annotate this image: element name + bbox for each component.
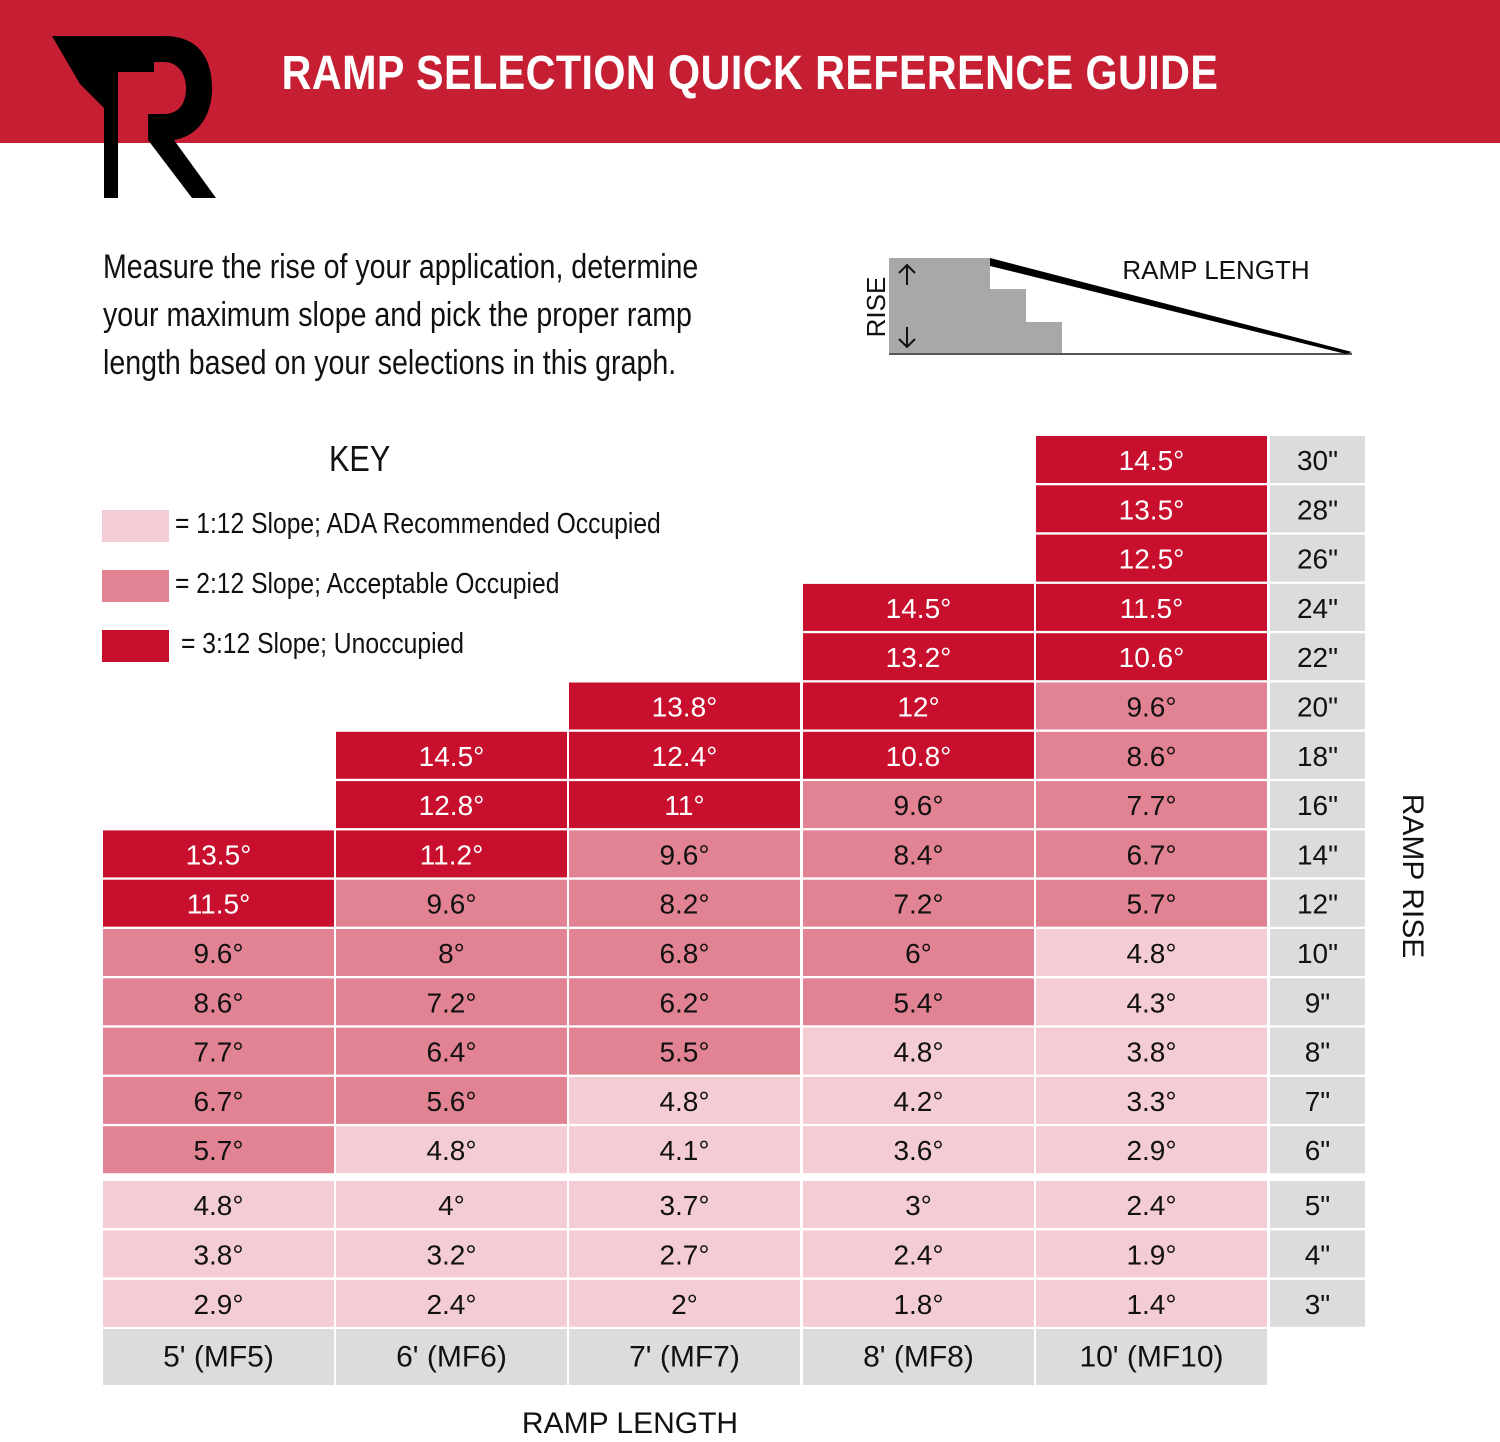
slope-value: 3.3°: [1126, 1085, 1177, 1117]
slope-value: 9.6°: [659, 839, 710, 871]
rise-header-label: 6": [1304, 1135, 1331, 1167]
key-label: = 1:12 Slope; ADA Recommended Occupied: [175, 508, 661, 540]
slope-value: 14.5°: [1118, 445, 1185, 476]
slope-value: 4.1°: [659, 1135, 710, 1167]
slope-value: 8.4°: [893, 839, 944, 871]
slope-value: 9.6°: [193, 938, 244, 969]
slope-value: 4.8°: [426, 1135, 477, 1167]
slope-value: 7.7°: [193, 1036, 244, 1068]
slope-value: 6.2°: [659, 987, 710, 1019]
slope-value: 3.7°: [659, 1190, 710, 1221]
key-label: = 2:12 Slope; Acceptable Occupied: [175, 568, 560, 600]
slope-value: 3.6°: [893, 1135, 944, 1167]
slope-value: 13.5°: [185, 839, 252, 871]
slope-value: 10.6°: [1118, 642, 1185, 674]
slope-value: 7.7°: [1126, 790, 1177, 822]
length-header-label: 8' (MF8): [863, 1340, 974, 1374]
slope-value: 12.8°: [418, 790, 485, 822]
slope-value: 2.4°: [426, 1288, 477, 1320]
rise-header-label: 3": [1304, 1288, 1331, 1320]
slope-value: 11°: [664, 790, 705, 822]
slope-value: 2°: [671, 1288, 698, 1320]
rise-header-label: 30": [1296, 445, 1339, 476]
slope-value: 7.2°: [426, 987, 477, 1019]
slope-value: 2.7°: [659, 1239, 710, 1271]
slope-value: 13.5°: [1118, 494, 1185, 526]
rise-header-label: 26": [1296, 543, 1339, 575]
slope-value: 2.9°: [1126, 1135, 1177, 1167]
ramp-length-label: RAMP LENGTH: [1122, 255, 1310, 285]
rise-header-label: 5": [1304, 1190, 1331, 1221]
slope-value: 8°: [438, 938, 465, 969]
slope-value: 8.2°: [659, 888, 710, 920]
intro-line: your maximum slope and pick the proper ramp: [103, 296, 692, 334]
rise-header-label: 22": [1296, 642, 1339, 674]
rise-header-label: 18": [1296, 740, 1339, 772]
slope-value: 9.6°: [426, 888, 477, 920]
slope-value: 5.7°: [193, 1135, 244, 1167]
slope-value: 4.8°: [193, 1190, 244, 1221]
slope-value: 9.6°: [1126, 691, 1177, 723]
slope-value: 8.6°: [1126, 740, 1177, 772]
slope-value: 2.4°: [1126, 1190, 1177, 1221]
slope-value: 13.2°: [885, 642, 952, 674]
slope-value: 5.5°: [659, 1036, 710, 1068]
rise-header-label: 14": [1296, 839, 1339, 871]
slope-value: 8.6°: [193, 987, 244, 1019]
slope-value: 2.9°: [193, 1288, 244, 1320]
rise-header-label: 10": [1296, 938, 1339, 969]
slope-value: 4.3°: [1126, 987, 1177, 1019]
slope-value: 4.8°: [659, 1085, 710, 1117]
slope-value: 1.8°: [893, 1288, 944, 1320]
slope-value: 4°: [438, 1190, 465, 1221]
slope-value: 11.5°: [186, 888, 251, 920]
ramp-length-axis-label: RAMP LENGTH: [521, 1407, 739, 1440]
rise-header-label: 9": [1304, 987, 1331, 1019]
slope-value: 9.6°: [893, 790, 944, 822]
slope-value: 6.8°: [659, 938, 710, 969]
slope-value: 3.8°: [1126, 1036, 1177, 1068]
slope-value: 6°: [905, 938, 932, 969]
slope-value: 12°: [897, 691, 940, 723]
slope-value: 4.2°: [893, 1085, 944, 1117]
slope-value: 3.8°: [193, 1239, 244, 1271]
rise-header-label: 16": [1296, 790, 1339, 822]
length-header-label: 6' (MF6): [396, 1340, 507, 1374]
rise-header-label: 28": [1296, 494, 1339, 526]
slope-value: 10.8°: [885, 740, 952, 772]
rise-header-label: 7": [1304, 1085, 1331, 1117]
slope-value: 14.5°: [418, 740, 485, 772]
page-title: RAMP SELECTION QUICK REFERENCE GUIDE: [281, 47, 1219, 100]
slope-value: 6.7°: [193, 1085, 244, 1117]
rise-header-label: 20": [1296, 691, 1339, 723]
slope-value: 14.5°: [885, 592, 952, 624]
slope-value: 5.6°: [426, 1085, 477, 1117]
key-title: KEY: [329, 438, 391, 479]
slope-value: 3°: [905, 1190, 932, 1221]
slope-value: 1.9°: [1126, 1239, 1177, 1271]
slope-value: 3.2°: [426, 1239, 477, 1271]
slope-value: 2.4°: [893, 1239, 944, 1271]
slope-value: 12.4°: [651, 740, 718, 772]
slope-value: 7.2°: [893, 888, 944, 920]
ramp-rise-axis-label: RAMP RISE: [1396, 793, 1429, 959]
slope-value: 11.5°: [1119, 592, 1184, 624]
intro-line: length based on your selections in this graph.: [103, 344, 677, 382]
length-header-label: 5' (MF5): [163, 1340, 274, 1374]
slope-value: 11.2°: [419, 839, 484, 871]
slope-value: 12.5°: [1118, 543, 1185, 575]
slope-value: 5.4°: [893, 987, 944, 1019]
slope-value: 5.7°: [1126, 888, 1177, 920]
rise-header-label: 4": [1304, 1239, 1331, 1271]
slope-value: 4.8°: [893, 1036, 944, 1068]
length-header-label: 7' (MF7): [629, 1340, 740, 1374]
rise-header-label: 8": [1304, 1036, 1331, 1068]
rise-header-label: 24": [1296, 592, 1339, 624]
rise-header-label: 12": [1296, 888, 1339, 920]
slope-value: 6.7°: [1126, 839, 1177, 871]
slope-value: 1.4°: [1126, 1288, 1177, 1320]
slope-value: 4.8°: [1126, 938, 1177, 969]
length-header-label: 10' (MF10): [1079, 1340, 1224, 1374]
slope-value: 13.8°: [651, 691, 718, 723]
intro-line: Measure the rise of your application, determine: [103, 248, 699, 286]
rise-label: RISE: [860, 276, 891, 338]
slope-value: 6.4°: [426, 1036, 477, 1068]
key-label: = 3:12 Slope; Unoccupied: [181, 628, 464, 660]
